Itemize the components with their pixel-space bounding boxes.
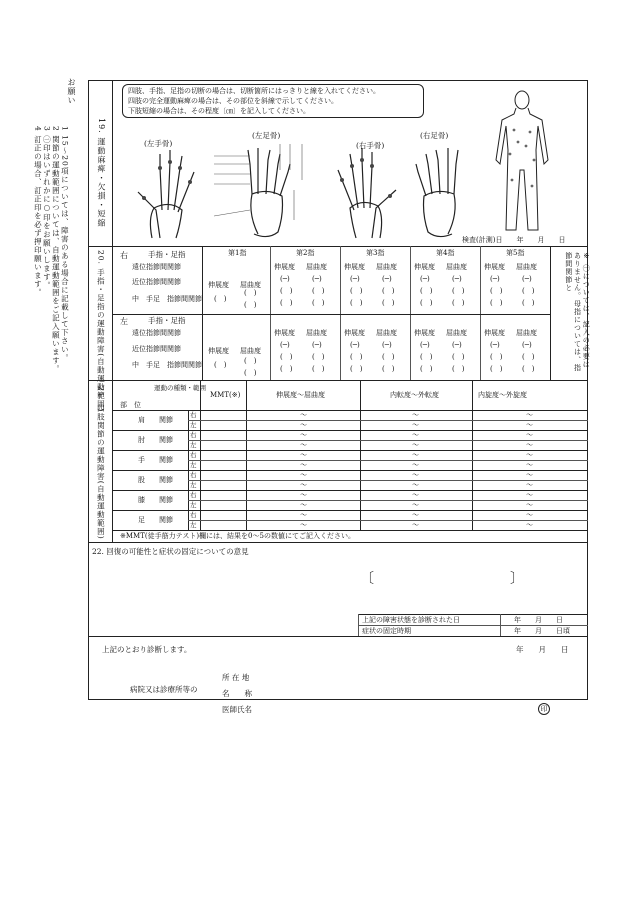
mmt-field[interactable]: [202, 470, 244, 480]
l-f5-ext-2[interactable]: ( ): [490, 365, 503, 373]
l-f2-ext-1[interactable]: ( ): [280, 353, 293, 361]
seal-icon: 印: [538, 703, 550, 715]
instruction-2: 四肢の完全運動麻痺の場合は、その部位を斜線で示してください。: [128, 97, 338, 105]
doctor-label: 医師氏名: [222, 705, 252, 714]
tilde-add-abd[interactable]: ～: [412, 470, 419, 479]
joint-ankle: 足 関節: [138, 516, 173, 524]
s20-right-left-divider: [112, 314, 550, 315]
tilde-int-ext[interactable]: ～: [526, 470, 533, 479]
mmt-field[interactable]: [202, 430, 244, 440]
r-f3-ext-m[interactable]: (─): [350, 275, 360, 283]
finger-3-header: 第3指: [366, 249, 385, 257]
r-f1-flex-value-2[interactable]: ( ): [244, 301, 257, 309]
r-f5-ext-2[interactable]: ( ): [490, 299, 503, 307]
diagnosis-date[interactable]: 年 月 日: [516, 645, 569, 654]
l-f1-flex-value-2[interactable]: ( ): [244, 369, 257, 377]
r-f2-ext-1[interactable]: ( ): [280, 287, 293, 295]
r-f5-ext-label: 伸展度: [484, 263, 505, 271]
l-f3-ext-m[interactable]: (─): [350, 341, 360, 349]
left-hand-label: (左手骨): [144, 139, 173, 148]
note-3: 3 ㊀印はいずれかに○印をお願いします。: [42, 126, 52, 290]
opinion-bracket-open: 〔: [360, 571, 374, 587]
tilde-ext-flex[interactable]: ～: [300, 460, 307, 469]
s20-joint-column-divider: [202, 246, 203, 380]
r-f5-ext-1[interactable]: ( ): [490, 287, 503, 295]
l-f5-ext-1[interactable]: ( ): [490, 353, 503, 361]
l-f3-ext-label: 伸展度: [344, 329, 365, 337]
r-f5-flex-2[interactable]: ( ): [522, 299, 535, 307]
body-figure-image: [492, 90, 552, 238]
mmt-field[interactable]: [202, 510, 244, 520]
diag-date-value[interactable]: 年 月 日: [514, 616, 563, 624]
r-f4-ext-m[interactable]: (─): [420, 275, 430, 283]
r-f3-ext-1[interactable]: ( ): [350, 287, 363, 295]
mmt-field[interactable]: [202, 500, 244, 510]
tilde-add-abd[interactable]: ～: [412, 420, 419, 429]
divider-20-21: [88, 380, 588, 381]
l-f4-ext-1[interactable]: ( ): [420, 353, 433, 361]
s21-col-mmt: MMT(※): [210, 391, 241, 399]
opinion-bracket-close: 〕: [510, 571, 524, 587]
tilde-int-ext[interactable]: ～: [526, 510, 533, 519]
tilde-add-abd[interactable]: ～: [412, 510, 419, 519]
tilde-int-ext[interactable]: ～: [526, 480, 533, 489]
l-f3-flex-1[interactable]: ( ): [382, 353, 395, 361]
section-21-label: 21. 四肢関節の運動障害(自動運動範囲): [96, 386, 106, 540]
tilde-int-ext[interactable]: ～: [526, 460, 533, 469]
left-hand-bones-image: [130, 148, 200, 240]
tilde-int-ext[interactable]: ～: [526, 450, 533, 459]
s21-col-ext-flex: 伸展度～屈曲度: [276, 391, 325, 399]
mmt-field[interactable]: [202, 480, 244, 490]
l-f2-flex-m[interactable]: (─): [312, 341, 322, 349]
mmt-field[interactable]: [202, 490, 244, 500]
l-f2-flex-label: 屈曲度: [306, 329, 327, 337]
side-label: 右: [190, 430, 197, 439]
l-f5-flex-m[interactable]: (─): [522, 341, 532, 349]
finger-1-header: 第1指: [228, 249, 247, 257]
label-column-divider: [112, 80, 113, 542]
r-f4-flex-1[interactable]: ( ): [452, 287, 465, 295]
tilde-int-ext[interactable]: ～: [526, 440, 533, 449]
s20-left-choice[interactable]: 手指・足指: [148, 316, 186, 325]
side-label: 左: [190, 480, 197, 489]
l-f5-flex-1[interactable]: ( ): [522, 353, 535, 361]
opinion-field[interactable]: [372, 570, 512, 588]
r-f2-ext-m[interactable]: (─): [280, 275, 290, 283]
r-f1-flex-value-1[interactable]: ( ): [244, 289, 257, 297]
s20-r-joint-3: 中 手足 指節間関節: [132, 295, 202, 303]
joint-hip: 股 関節: [138, 476, 173, 484]
l-f3-flex-label: 屈曲度: [376, 329, 397, 337]
tilde-add-abd[interactable]: ～: [412, 430, 419, 439]
tilde-add-abd[interactable]: ～: [412, 450, 419, 459]
side-label: 左: [190, 420, 197, 429]
note-1: 1 15～20項については、障害のある場合に記載して下さい。: [60, 126, 70, 363]
l-f4-flex-m[interactable]: (─): [452, 341, 462, 349]
mmt-field[interactable]: [202, 460, 244, 470]
s20-r-joint-1: 遠位指節間関節: [132, 263, 181, 271]
tilde-ext-flex[interactable]: ～: [300, 520, 307, 529]
note-4: 4 訂正の場合、訂正印を必ず押印願います。: [33, 126, 43, 297]
side-label: 右: [190, 470, 197, 479]
r-f4-flex-2[interactable]: ( ): [452, 299, 465, 307]
section-20-label: 20. 手指・足指の運動障害(自動運動範囲): [96, 250, 106, 413]
tilde-add-abd[interactable]: ～: [412, 500, 419, 509]
s21-corner-top: 運動の種類・範囲: [154, 384, 206, 392]
l-f5-ext-label: 伸展度: [484, 329, 505, 337]
left-foot-callouts: [210, 140, 320, 230]
divider-22-footer: [88, 636, 588, 637]
exam-date: 検査(計測)日 年 月 日: [462, 236, 566, 244]
s21-col-add-abd: 内転度～外転度: [390, 391, 439, 399]
l-f3-flex-2[interactable]: ( ): [382, 365, 395, 373]
fixed-label: 症状の固定時期: [362, 627, 411, 635]
instruction-1: 四肢、手指、足指の切断の場合は、切断箇所にはっきりと線を入れてください。: [128, 87, 380, 95]
tilde-int-ext[interactable]: ～: [526, 430, 533, 439]
r-f4-flex-m[interactable]: (─): [452, 275, 462, 283]
l-f3-flex-m[interactable]: (─): [382, 341, 392, 349]
s21-col-int-ext: 内旋度～外旋度: [478, 391, 527, 399]
side-label: 左: [190, 440, 197, 449]
diag-date-label: 上記の障害状態を診断された日: [362, 616, 460, 624]
l-f5-flex-2[interactable]: ( ): [522, 365, 535, 373]
l-f4-ext-label: 伸展度: [414, 329, 435, 337]
l-f3-ext-1[interactable]: ( ): [350, 353, 363, 361]
l-f2-ext-2[interactable]: ( ): [280, 365, 293, 373]
r-f4-flex-label: 屈曲度: [446, 263, 467, 271]
tilde-ext-flex[interactable]: ～: [300, 510, 307, 519]
diagnosis-statement: 上記のとおり診断します。: [102, 645, 192, 654]
r-f1-flex-label: 屈曲度: [240, 281, 261, 289]
tilde-ext-flex[interactable]: ～: [300, 440, 307, 449]
tilde-ext-flex[interactable]: ～: [300, 490, 307, 499]
tilde-ext-flex[interactable]: ～: [300, 470, 307, 479]
tilde-int-ext[interactable]: ～: [526, 410, 533, 419]
tilde-ext-flex[interactable]: ～: [300, 410, 307, 419]
l-f2-ext-label: 伸展度: [274, 329, 295, 337]
l-f2-flex-2[interactable]: ( ): [312, 365, 325, 373]
s20-l-joint-3: 中 手足 指節間関節: [132, 361, 202, 369]
s20-l-joint-1: 遠位指節間関節: [132, 329, 181, 337]
l-f1-flex-label: 屈曲度: [240, 347, 261, 355]
l-f4-flex-label: 屈曲度: [446, 329, 467, 337]
tilde-add-abd[interactable]: ～: [412, 480, 419, 489]
joint-wrist: 手 関節: [138, 456, 173, 464]
r-f1-ext-value[interactable]: ( ): [214, 295, 227, 303]
tilde-add-abd[interactable]: ～: [412, 520, 419, 529]
right-hand-label: (右手骨): [356, 141, 385, 150]
side-label: 右: [190, 490, 197, 499]
joint-shoulder: 肩 関節: [138, 416, 173, 424]
s20-left-label: 左: [120, 317, 128, 326]
tilde-ext-flex[interactable]: ～: [300, 430, 307, 439]
l-f2-ext-m[interactable]: (─): [280, 341, 290, 349]
tilde-add-abd[interactable]: ～: [412, 460, 419, 469]
right-foot-label: (右足骨): [420, 131, 449, 140]
s20-l-joint-2: 近位指節間関節: [132, 345, 181, 353]
address-label: 所 在 地: [222, 673, 250, 682]
l-f4-ext-m[interactable]: (─): [420, 341, 430, 349]
s21-footnote: ※MMT(徒手筋力テスト)欄には、結果を0～5の数値にてご記入ください。: [120, 532, 355, 540]
l-f1-ext-label: 伸展度: [208, 347, 229, 355]
tilde-add-abd[interactable]: ～: [412, 410, 419, 419]
r-f4-ext-label: 伸展度: [414, 263, 435, 271]
tilde-int-ext[interactable]: ～: [526, 490, 533, 499]
tilde-add-abd[interactable]: ～: [412, 490, 419, 499]
s20-r-joint-2: 近位指節間関節: [132, 278, 181, 286]
r-f1-ext-label: 伸展度: [208, 281, 229, 289]
finger-5-header: 第5指: [506, 249, 525, 257]
r-f2-ext-label: 伸展度: [274, 263, 295, 271]
side-label: 右: [190, 410, 197, 419]
l-f2-flex-1[interactable]: ( ): [312, 353, 325, 361]
r-f5-ext-m[interactable]: (─): [490, 275, 500, 283]
r-f4-ext-2[interactable]: ( ): [420, 299, 433, 307]
finger-4-header: 第4指: [436, 249, 455, 257]
l-f1-ext-value[interactable]: ( ): [214, 361, 227, 369]
l-f4-flex-1[interactable]: ( ): [452, 353, 465, 361]
r-f2-flex-label: 屈曲度: [306, 263, 327, 271]
r-f3-flex-1[interactable]: ( ): [382, 287, 395, 295]
side-label: 右: [190, 510, 197, 519]
mmt-field[interactable]: [202, 450, 244, 460]
r-f2-flex-m[interactable]: (─): [312, 275, 322, 283]
left-foot-label: (左足骨): [252, 131, 281, 140]
r-f5-flex-m[interactable]: (─): [522, 275, 532, 283]
l-f4-ext-2[interactable]: ( ): [420, 365, 433, 373]
l-f3-ext-2[interactable]: ( ): [350, 365, 363, 373]
l-f4-flex-2[interactable]: ( ): [452, 365, 465, 373]
r-f2-flex-2[interactable]: ( ): [312, 299, 325, 307]
name-label: 名 称: [222, 689, 252, 698]
mmt-field[interactable]: [202, 420, 244, 430]
tilde-add-abd[interactable]: ～: [412, 440, 419, 449]
r-f3-flex-label: 屈曲度: [376, 263, 397, 271]
l-f5-ext-m[interactable]: (─): [490, 341, 500, 349]
side-label: 右: [190, 450, 197, 459]
r-f5-flex-1[interactable]: ( ): [522, 287, 535, 295]
r-f3-ext-2[interactable]: ( ): [350, 299, 363, 307]
mmt-field[interactable]: [202, 440, 244, 450]
hospital-label: 病院又は診療所等の: [130, 685, 198, 694]
r-f4-ext-1[interactable]: ( ): [420, 287, 433, 295]
tilde-ext-flex[interactable]: ～: [300, 420, 307, 429]
s20-right-label: 右: [120, 251, 128, 260]
tilde-ext-flex[interactable]: ～: [300, 450, 307, 459]
tilde-int-ext[interactable]: ～: [526, 420, 533, 429]
tilde-ext-flex[interactable]: ～: [300, 480, 307, 489]
divider-19-20: [88, 246, 588, 247]
r-f3-ext-label: 伸展度: [344, 263, 365, 271]
joint-knee: 膝 関節: [138, 496, 173, 504]
r-f3-flex-m[interactable]: (─): [382, 275, 392, 283]
s20-side-note: ※ ㊀については、記入の必要はありません。母指については、指節間関節と: [564, 252, 591, 372]
finger-2-header: 第2指: [296, 249, 315, 257]
r-f5-flex-label: 屈曲度: [516, 263, 537, 271]
right-foot-bones-image: [412, 144, 468, 240]
r-f2-ext-2[interactable]: ( ): [280, 299, 293, 307]
mmt-field[interactable]: [202, 520, 244, 530]
tilde-int-ext[interactable]: ～: [526, 500, 533, 509]
tilde-ext-flex[interactable]: ～: [300, 500, 307, 509]
instruction-3: 下肢短縮の場合は、その程度〔㎝〕を記入してください。: [128, 107, 310, 115]
joint-elbow: 肘 関節: [138, 436, 173, 444]
mmt-field[interactable]: [202, 410, 244, 420]
s21-corner-bottom: 部 位: [120, 401, 141, 409]
section-22-label: 22. 回復の可能性と症状の固定についての意見: [92, 547, 249, 556]
l-f5-flex-label: 屈曲度: [516, 329, 537, 337]
side-label: 左: [190, 520, 197, 529]
s20-note-column-divider: [550, 246, 551, 380]
r-f2-flex-1[interactable]: ( ): [312, 287, 325, 295]
tilde-int-ext[interactable]: ～: [526, 520, 533, 529]
r-f3-flex-2[interactable]: ( ): [382, 299, 395, 307]
right-hand-bones-image: [332, 146, 410, 240]
fixed-value[interactable]: 年 月 日頃: [514, 627, 570, 635]
side-label: 左: [190, 500, 197, 509]
side-label: 左: [190, 460, 197, 469]
section-19-label: 19. 運動麻痺・欠損・短縮: [97, 118, 106, 228]
l-f1-flex-value-1[interactable]: ( ): [244, 357, 257, 365]
divider-21-22: [88, 542, 588, 543]
notes-header: お願い: [67, 78, 76, 105]
s20-right-choice[interactable]: 手指・足指: [148, 250, 186, 259]
note-2: 2 関節の運動範囲については、自動運動範囲をご記入願います。: [51, 126, 61, 374]
